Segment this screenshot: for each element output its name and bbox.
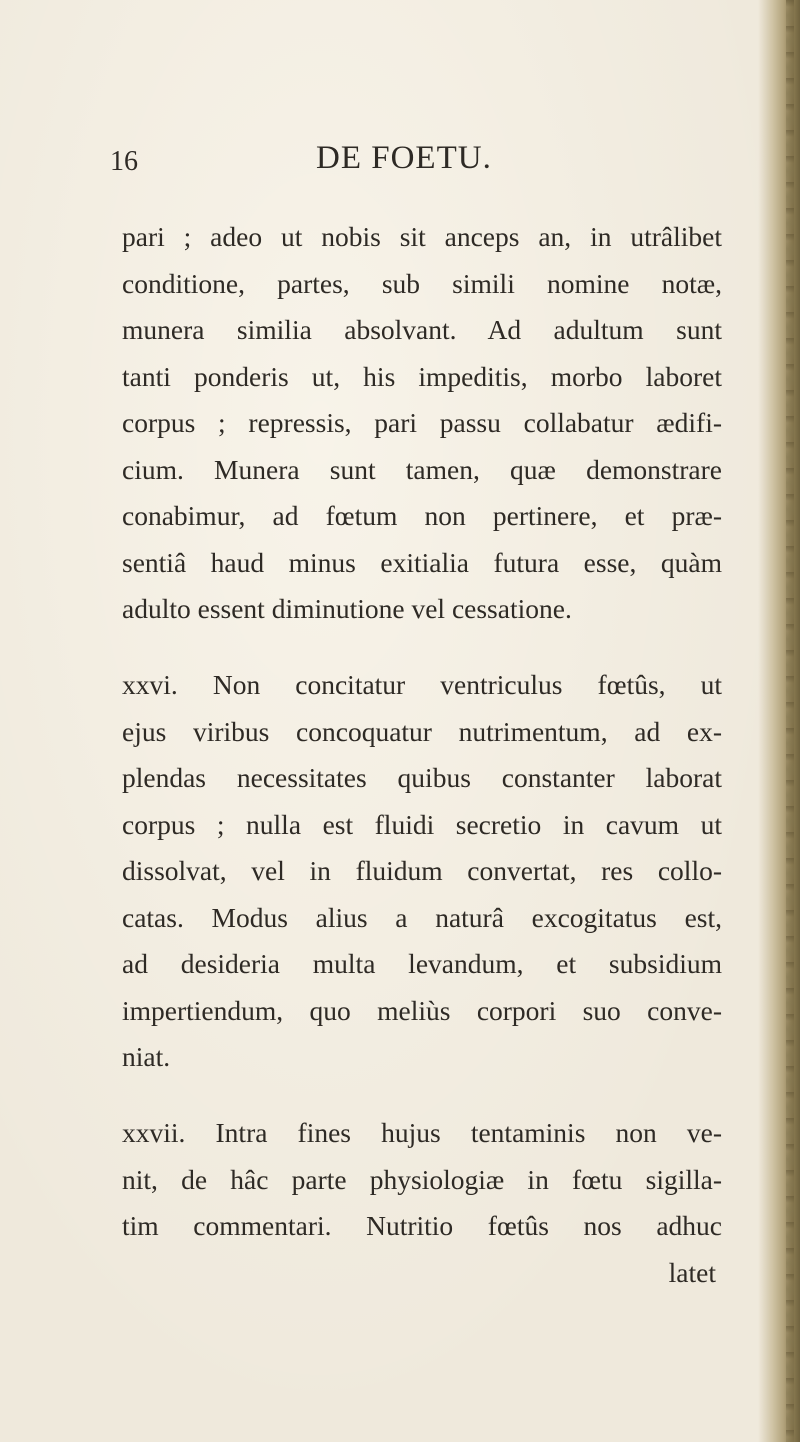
- paragraph-xxvii: [122, 1110, 722, 1296]
- text-line: adulto essent diminutione vel cessatione.: [122, 593, 572, 624]
- text-line: dissolvat, vel in fluidum convertat, res collo-: [122, 855, 722, 886]
- text-line: niat.: [122, 1041, 171, 1072]
- text-line: conabimur, ad fœtum non pertinere, et præ-: [122, 500, 722, 531]
- catchword: latet: [668, 1256, 716, 1288]
- text-line: xxvi. Non concitatur ventriculus fœtûs, ut: [122, 669, 722, 700]
- text-line: nit, de hâc parte physiologiæ in fœtu sigilla-: [122, 1163, 722, 1195]
- text-line: xxvii. Intra fines hujus tentaminis non ve-: [122, 1117, 722, 1148]
- paragraph-xxvi: [122, 662, 722, 1081]
- running-title: DE FOETU.: [316, 140, 492, 176]
- text-line: ad desideria multa levandum, et subsidium: [122, 948, 722, 979]
- page-number: 16: [110, 146, 138, 177]
- text-line: conditione, partes, sub simili nomine notæ,: [122, 267, 722, 299]
- running-head: [110, 140, 710, 180]
- text-line: tim commentari. Nutritio fœtûs nos adhuc: [122, 1210, 722, 1241]
- text-line: ejus viribus concoquatur nutrimentum, ad ex-: [122, 715, 722, 747]
- text-line: sentiâ haud minus exitialia futura esse, quàm: [122, 546, 722, 578]
- text-line: catas. Modus alius a naturâ excogitatus est,: [122, 901, 722, 933]
- text-line: munera similia absolvant. Ad adultum sunt: [122, 314, 722, 345]
- text-line: plendas necessitates quibus constanter laborat: [122, 762, 722, 793]
- text-line: corpus ; nulla est fluidi secretio in cavum ut: [122, 808, 722, 840]
- text-line: pari ; adeo ut nobis sit anceps an, in utrâlibet: [122, 221, 722, 252]
- paragraph-1: [122, 214, 722, 633]
- text-line: cium. Munera sunt tamen, quæ demonstrare: [122, 453, 722, 485]
- text-line: corpus ; repressis, pari passu collabatur ædifi-: [122, 407, 722, 438]
- binding-shadow: [786, 0, 794, 1442]
- binding-edge: [758, 0, 800, 1442]
- text-line: impertiendum, quo meliùs corpori suo conve-: [122, 994, 722, 1026]
- text-line: tanti ponderis ut, his impeditis, morbo laboret: [122, 360, 722, 392]
